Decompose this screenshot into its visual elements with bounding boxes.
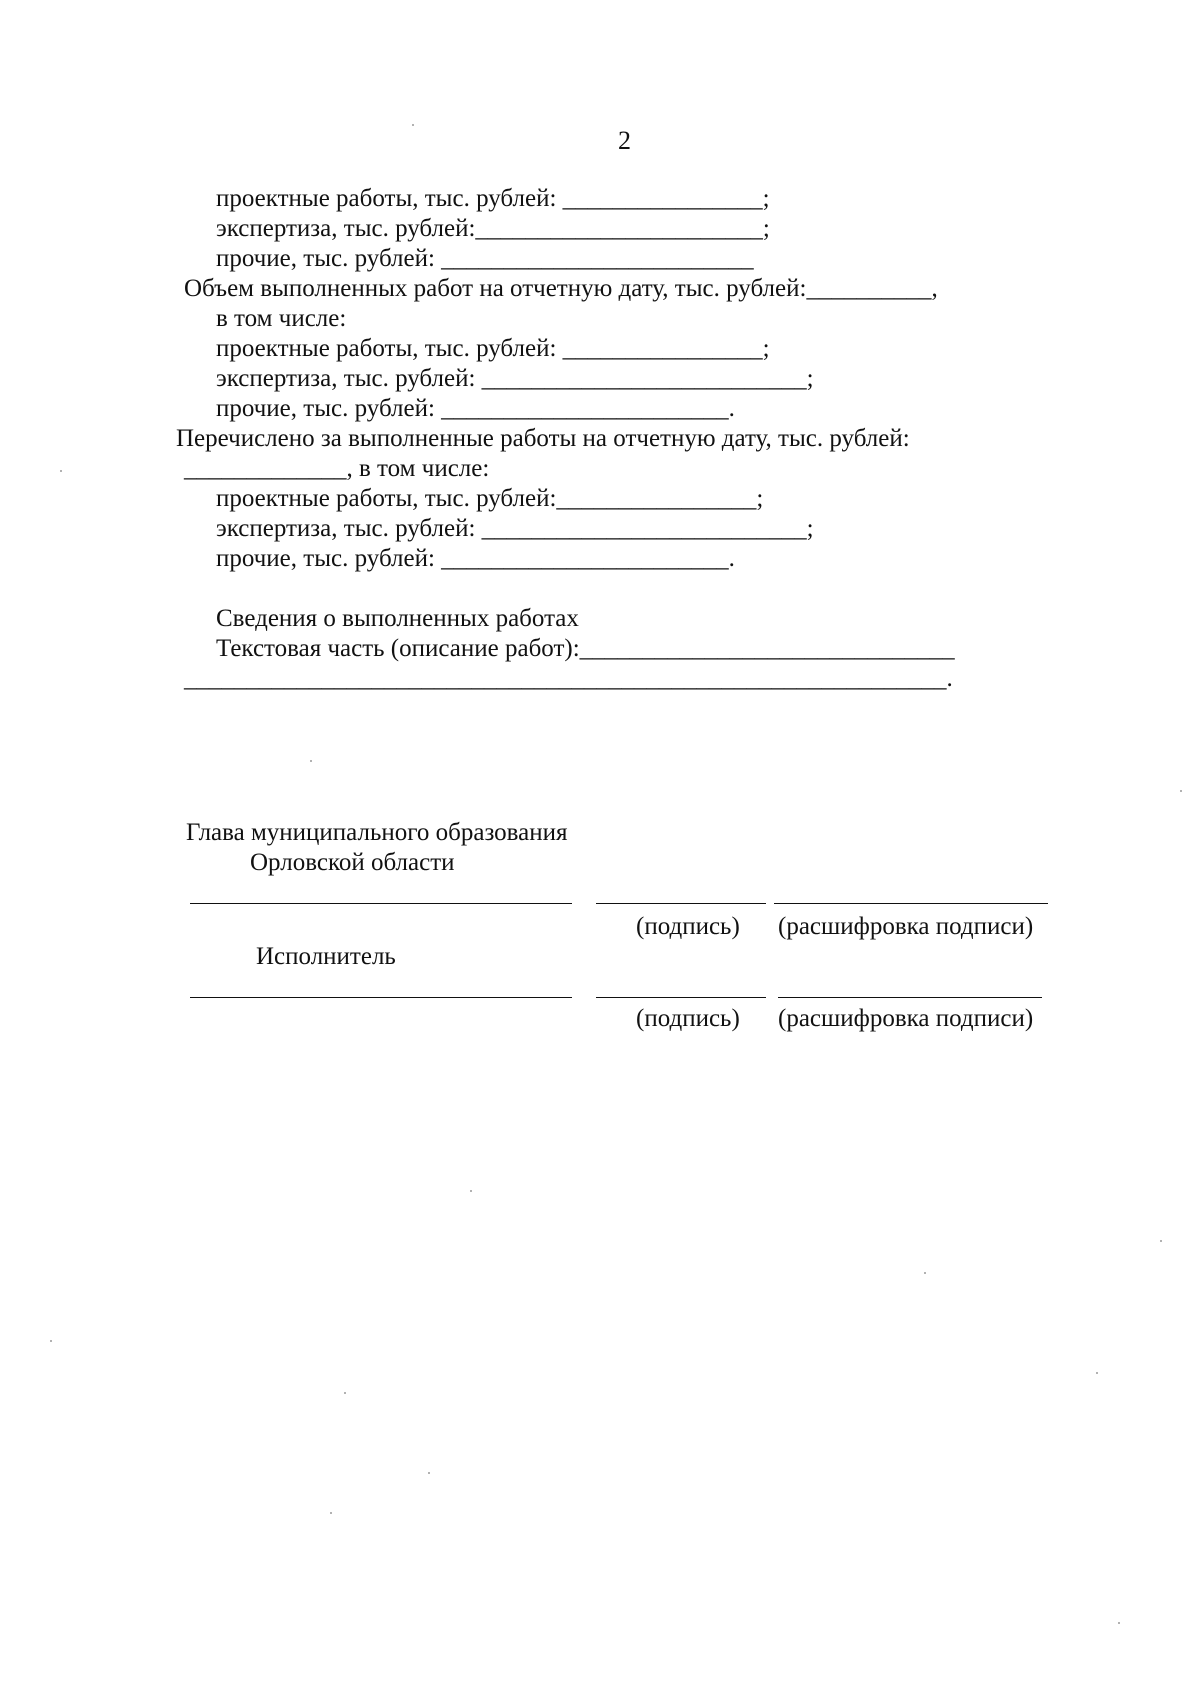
other-line: прочие, тыс. рублей: _________________________ xyxy=(216,245,754,272)
executor-name-rule xyxy=(190,997,572,998)
head-title-line-1: Глава муниципального образования xyxy=(186,819,568,846)
head-decoding-rule xyxy=(774,903,1048,904)
scan-speck xyxy=(344,1392,346,1394)
expertise-line-3: экспертиза, тыс. рублей: __________________________; xyxy=(216,515,814,542)
scan-speck xyxy=(1118,1622,1120,1624)
scan-speck xyxy=(924,1272,926,1274)
works-info-heading: Сведения о выполненных работах xyxy=(216,605,579,632)
scan-speck xyxy=(310,760,312,762)
transferred-line: Перечислено за выполненные работы на отчетную дату, тыс. рублей: xyxy=(176,425,910,452)
completed-volume-line: Объем выполненных работ на отчетную дату, тыс. рублей:__________, xyxy=(184,275,938,302)
including-line: в том числе: xyxy=(216,305,347,332)
executor-decoding-caption: (расшифровка подписи) xyxy=(778,1005,1034,1032)
transferred-amount-line: _____________, в том числе: xyxy=(184,455,490,482)
page-number: 2 xyxy=(618,126,631,155)
expertise-line: экспертиза, тыс. рублей:_______________________; xyxy=(216,215,770,242)
head-name-rule xyxy=(190,903,572,904)
scan-speck xyxy=(1180,790,1182,792)
design-works-line: проектные работы, тыс. рублей: ________________; xyxy=(216,185,770,212)
scan-speck xyxy=(1096,1372,1098,1374)
text-part-continuation: _____________________________________________________________. xyxy=(184,665,953,692)
other-line-3: прочие, тыс. рублей: _______________________. xyxy=(216,545,735,572)
head-title-line-2: Орловской области xyxy=(250,849,455,876)
scan-speck xyxy=(1160,1240,1162,1242)
head-decoding-caption: (расшифровка подписи) xyxy=(778,913,1034,940)
expertise-line-2: экспертиза, тыс. рублей: __________________________; xyxy=(216,365,814,392)
design-works-line-2: проектные работы, тыс. рублей: ________________; xyxy=(216,335,770,362)
other-line-2: прочие, тыс. рублей: _______________________. xyxy=(216,395,735,422)
head-signature-caption: (подпись) xyxy=(636,913,740,940)
scan-speck xyxy=(330,1512,332,1514)
executor-label: Исполнитель xyxy=(256,943,396,970)
scan-speck xyxy=(60,470,62,472)
scan-speck xyxy=(412,124,414,126)
scan-speck xyxy=(50,1340,52,1342)
executor-decoding-rule xyxy=(778,997,1042,998)
design-works-line-3: проектные работы, тыс. рублей:________________; xyxy=(216,485,764,512)
executor-signature-caption: (подпись) xyxy=(636,1005,740,1032)
scan-speck xyxy=(470,1190,472,1192)
text-part-line: Текстовая часть (описание работ):______________________________ xyxy=(216,635,955,662)
head-signature-rule xyxy=(596,903,766,904)
scan-speck xyxy=(428,1472,430,1474)
executor-signature-rule xyxy=(596,997,766,998)
